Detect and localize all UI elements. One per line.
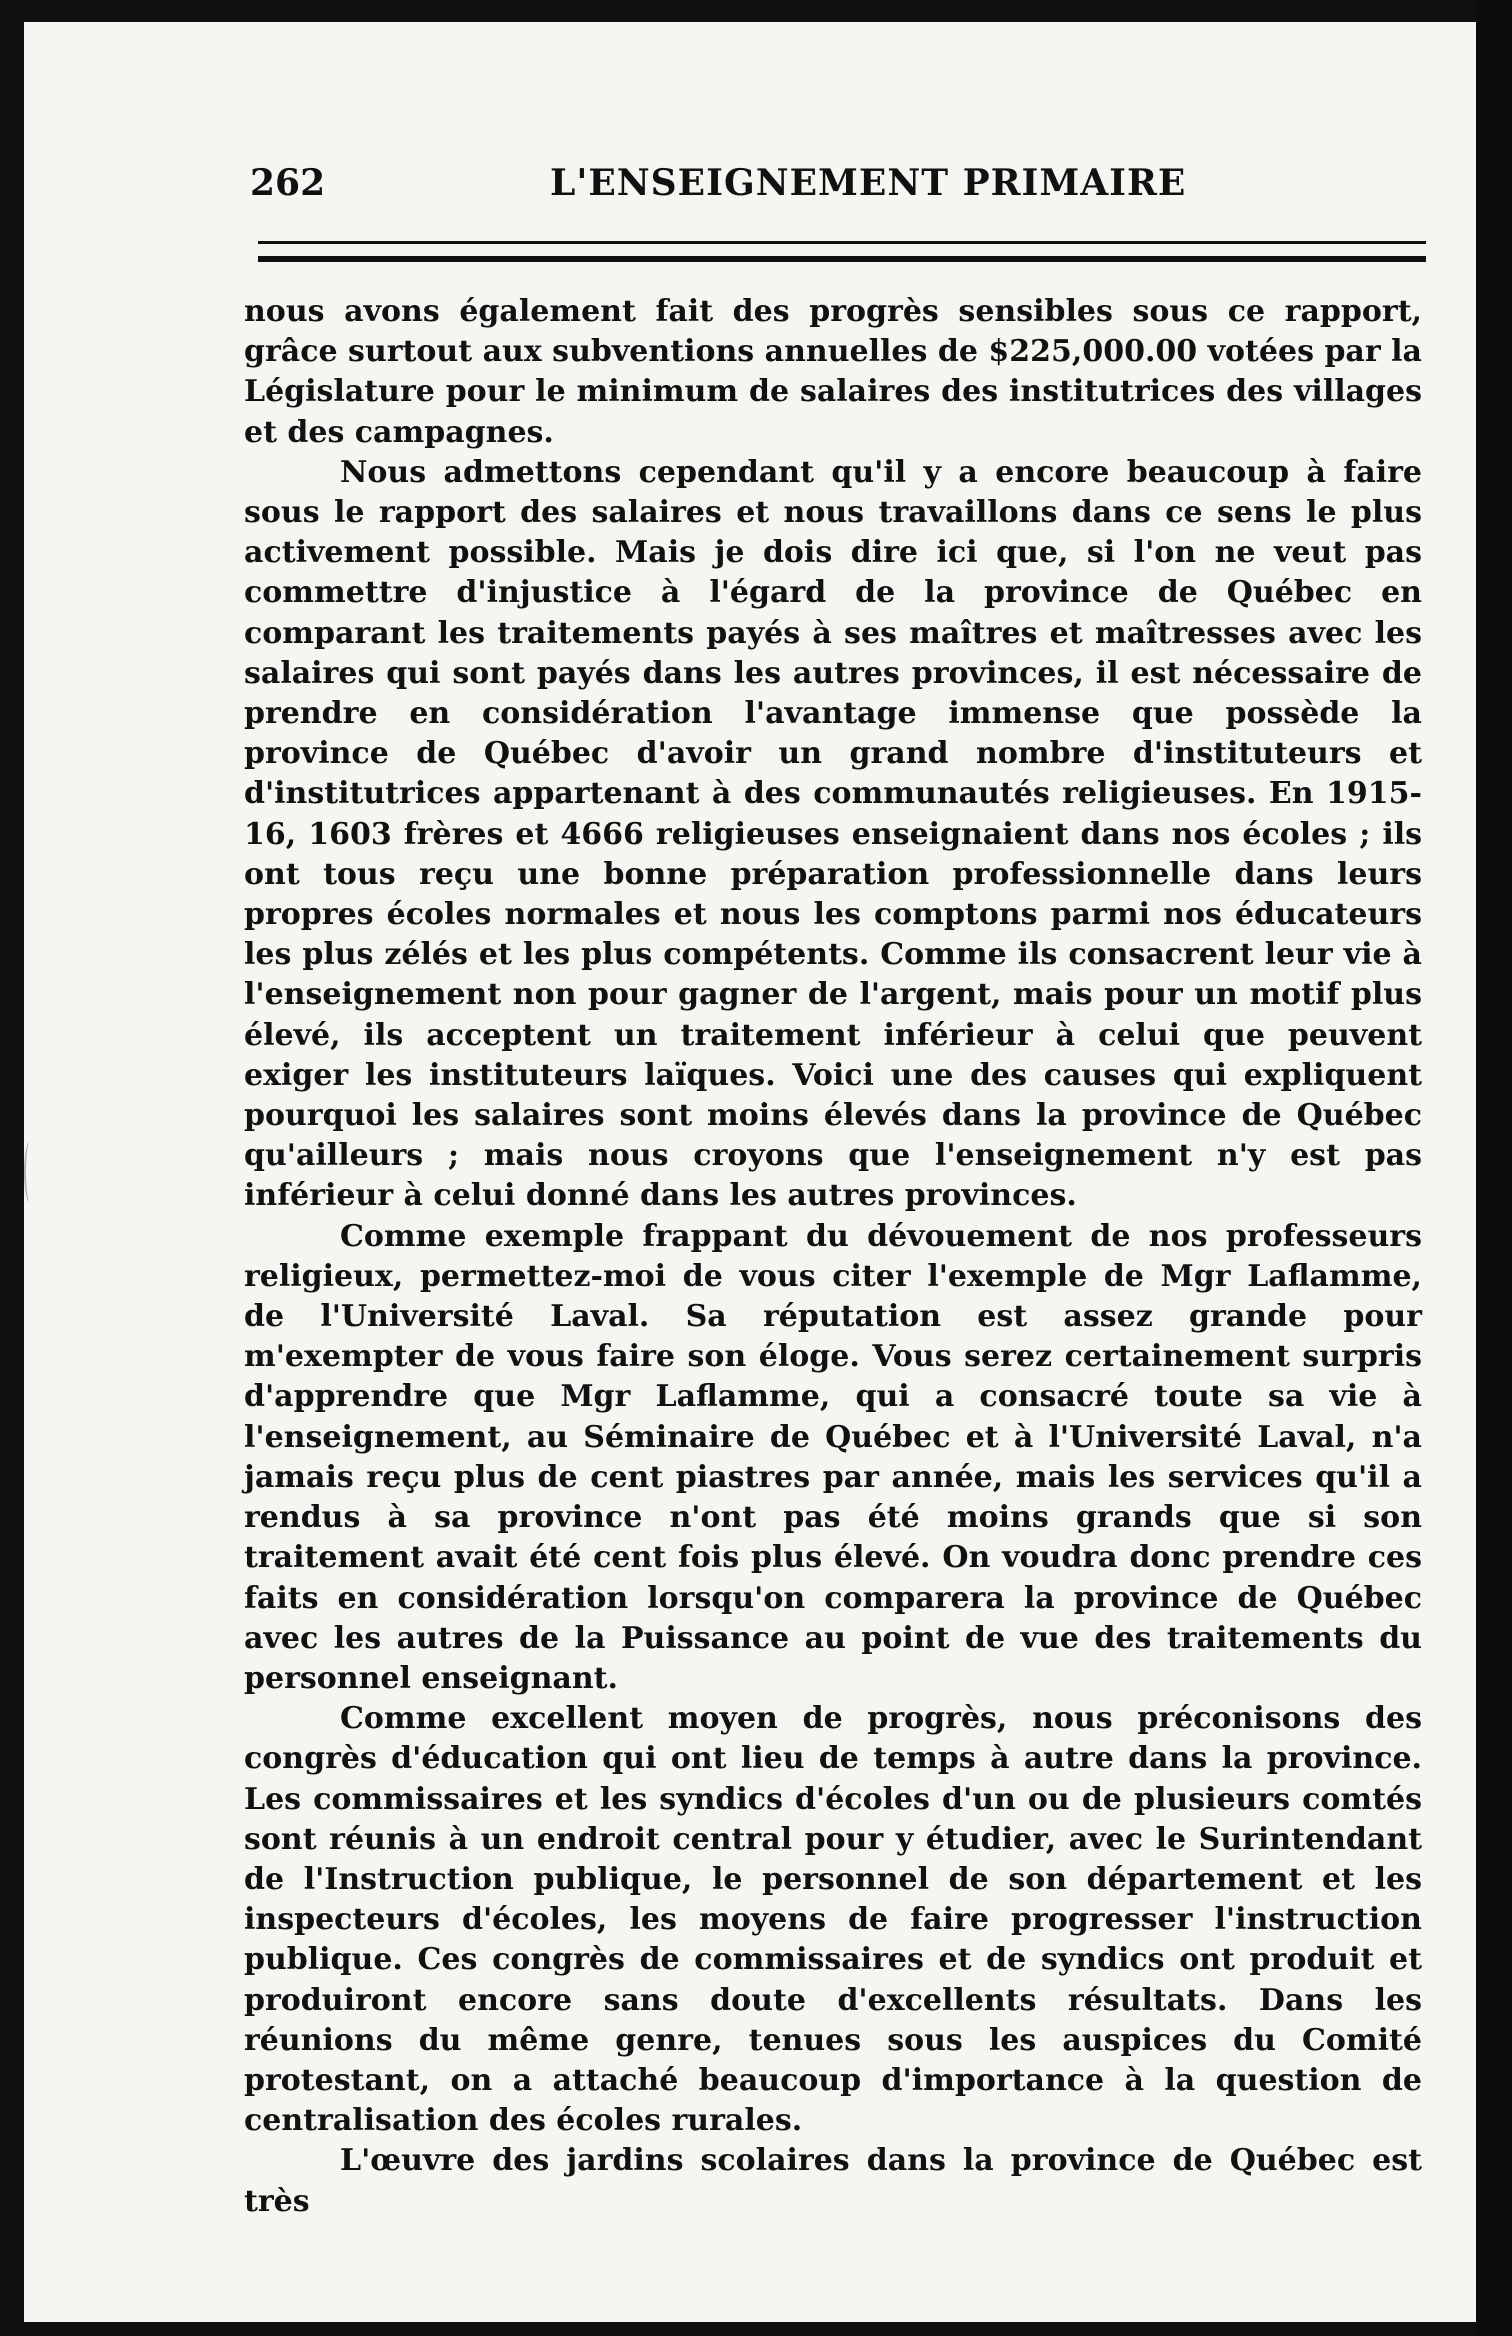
paragraph: L'œuvre des jardins scolaires dans la province de Québec est très — [244, 2143, 1422, 2219]
paragraph: Comme exemple frappant du dévouement de nos professeurs religieux, permettez-moi de vous citer l'exemple de Mgr Laflamme, de l'Université Laval. Sa réputation est assez grande pour m'exempter de vous faire son éloge. Vous serez certainement surpris d'apprendre que Mgr Laflamme, qui a consacré toute sa vie à l'enseignement, au Séminaire de Québec et à l'Université Laval, n'a jamais reçu plus de cent piastres par année, mais les services qu'il a rendus à sa province n'ont pas été moins grands que si son traitement avait été cent fois plus élevé. On voudra donc prendre ces faits en considération lorsqu'on comparera la province de Québec avec les autres de la Puissance au point de vue des traitements du personnel enseignant. — [244, 1218, 1422, 1696]
header-rule-thick — [258, 256, 1426, 262]
page-number: 262 — [250, 162, 326, 204]
scan-border — [1476, 0, 1512, 2336]
paragraph: nous avons également fait des progrès sensibles sous ce rapport, grâce surtout aux subventions annuelles de $225,000.00 votées par la Législature pour le minimum de salaires des institutrices des villages et des campagnes. — [244, 294, 1422, 450]
running-title: L'ENSEIGNEMENT PRIMAIRE — [550, 162, 1187, 204]
header-rule-thin — [258, 241, 1426, 244]
body-text — [244, 292, 1422, 2222]
scan-artifact — [24, 1142, 36, 1202]
paragraph: Comme excellent moyen de progrès, nous préconisons des congrès d'éducation qui ont lieu de temps à autre dans la province. Les commissaires et les syndics d'écoles d'un ou de plusieurs comtés sont réunis à un endroit central pour y étudier, avec le Surintendant de l'Instruction publique, le personnel de son département et les inspecteurs d'écoles, les moyens de faire progresser l'instruction publique. Ces congrès de commissaires et de syndics ont produit et produiront encore sans doute d'excellents résultats. Dans les réunions du même genre, tenues sous les auspices du Comité protestant, on a attaché beaucoup d'importance à la question de centralisation des écoles rurales. — [244, 1701, 1422, 2139]
paragraph: Nous admettons cependant qu'il y a encore beaucoup à faire sous le rapport des salaires et nous travaillons dans ce sens le plus activement possible. Mais je dois dire ici que, si l'on ne veut pas commettre d'injustice à l'égard de la province de Québec en comparant les traitements payés à ses maîtres et maîtresses avec les salaires qui sont payés dans les autres provinces, il est nécessaire de prendre en considération l'avantage immense que possède la province de Québec d'avoir un grand nombre d'instituteurs et d'institutrices appartenant à des communautés religieuses. En 1915-16, 1603 frères et 4666 religieuses enseignaient dans nos écoles ; ils ont tous reçu une bonne préparation professionnelle dans leurs propres écoles normales et nous les comptons parmi nos éducateurs les plus zélés et les plus compétents. Comme ils consacrent leur vie à l'enseignement non pour gagner de l'argent, mais pour un motif plus élevé, ils acceptent un traitement inférieur à celui que peuvent exiger les instituteurs laïques. Voici une des causes qui expliquent pourquoi les salaires sont moins élevés dans la province de Québec qu'ailleurs ; mais nous croyons que l'enseignement n'y est pas inférieur à celui donné dans les autres provinces. — [244, 454, 1422, 1214]
page-header — [250, 162, 1430, 222]
